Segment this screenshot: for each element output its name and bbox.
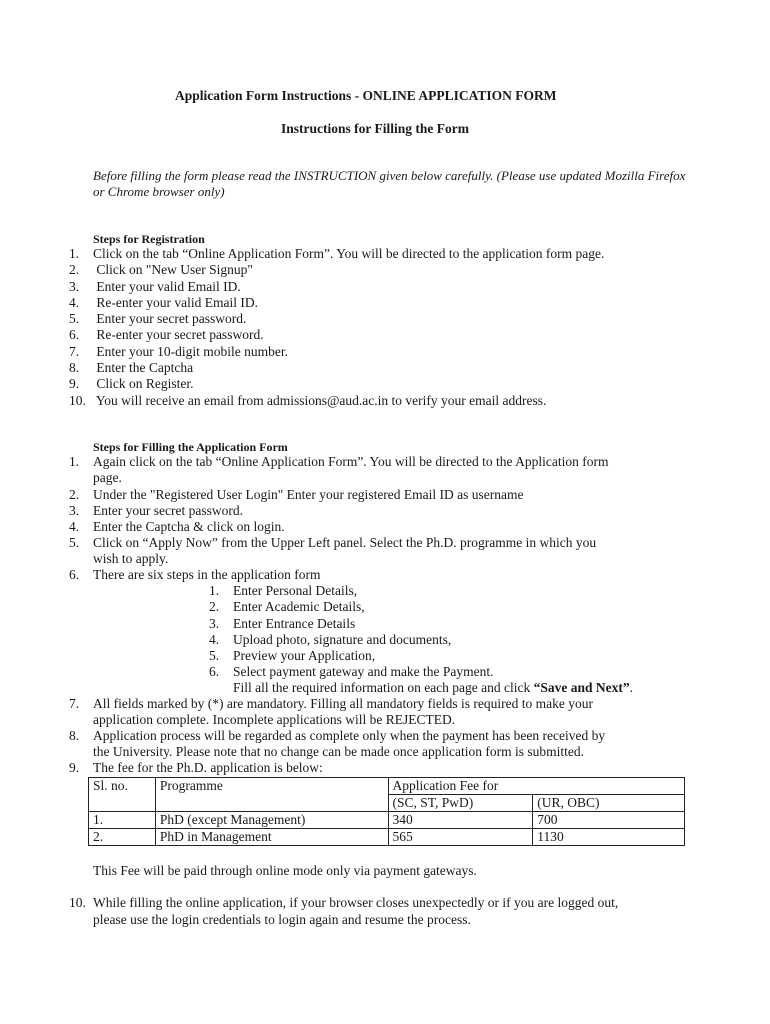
cell-slno: 2. <box>89 829 156 846</box>
list-number: 2. <box>69 262 80 278</box>
list-number: 8. <box>69 360 80 376</box>
filling-step-8: 8. Application process will be regarded as complete only when the payment has been received by <box>69 728 606 743</box>
list-text: Enter Entrance Details <box>233 615 356 631</box>
filling-step-7: 7. All fields marked by (*) are mandatory. Filling all mandatory fields is required to make your <box>69 696 593 711</box>
filling-step-5-cont: wish to apply. <box>93 551 169 566</box>
filling-step-8-cont: the University. Please note that no change can be made once application form is submitted. <box>93 744 584 759</box>
list-text: Enter your secret password. <box>93 311 247 327</box>
list-text: Enter Academic Details, <box>233 599 365 615</box>
registration-steps <box>69 246 604 409</box>
list-number: 4. <box>69 294 80 310</box>
filling-step-10-cont: please use the login credentials to login again and resume the process. <box>93 912 471 927</box>
list-number: 6. <box>69 327 80 343</box>
table-row <box>89 778 685 795</box>
filling-step-10: 10. While filling the online application, if your browser closes unexpectedly or if you are logged out, <box>69 895 619 910</box>
list-text: Click on "New User Signup" <box>93 262 253 278</box>
list-text: Re-enter your valid Email ID. <box>93 294 258 310</box>
cell-fee-2: 700 <box>533 812 685 829</box>
list-item <box>209 599 494 615</box>
header-programme: Programme <box>155 778 388 812</box>
filling-step-1: 1. Again click on the tab “Online Application Form”. You will be directed to the Application form <box>69 454 609 469</box>
list-item <box>69 279 604 295</box>
cell-fee-2: 1130 <box>533 829 685 846</box>
list-text: Click on Register. <box>93 376 194 392</box>
table-row <box>89 829 685 846</box>
list-text: Re-enter your secret password. <box>93 327 264 343</box>
fee-note: This Fee will be paid through online mode only via payment gateways. <box>93 863 477 878</box>
list-item <box>209 632 494 648</box>
list-item <box>69 246 604 262</box>
list-number: 4. <box>209 631 220 647</box>
cell-fee-1: 340 <box>388 812 533 829</box>
list-text: Enter the Captcha <box>93 360 194 376</box>
filling-step-6: 6. There are six steps in the application form <box>69 567 321 582</box>
filling-step-7-cont: application complete. Incomplete applications will be REJECTED. <box>93 712 456 727</box>
list-item <box>209 616 494 632</box>
fee-table <box>88 777 685 846</box>
intro-text: Before filling the form please read the INSTRUCTION given below carefully. (Please use updated Mozilla Firefox or Chrome browser only) <box>93 168 686 199</box>
list-number: 2. <box>209 599 220 615</box>
list-item <box>69 311 604 327</box>
list-text: Enter your 10-digit mobile number. <box>93 343 288 359</box>
table-row <box>89 812 685 829</box>
filling-step-1-cont: page. <box>93 470 122 485</box>
list-text: Upload photo, signature and documents, <box>233 631 452 647</box>
cell-programme: PhD in Management <box>155 829 388 846</box>
list-item <box>69 262 604 278</box>
cell-slno: 1. <box>89 812 156 829</box>
registration-heading: Steps for Registration <box>93 232 205 246</box>
list-number: 1. <box>69 246 80 261</box>
page-title: Application Form Instructions - ONLINE APPLICATION FORM <box>175 88 557 103</box>
list-number: 5. <box>209 648 220 664</box>
list-number: 1. <box>209 583 220 598</box>
filling-step-5: 5. Click on “Apply Now” from the Upper Left panel. Select the Ph.D. programme in which you <box>69 535 597 550</box>
list-item <box>69 376 604 392</box>
header-category-2: (UR, OBC) <box>533 795 685 812</box>
list-item <box>69 327 604 343</box>
application-substeps <box>209 583 494 681</box>
list-item <box>69 295 604 311</box>
list-number: 5. <box>69 311 80 327</box>
list-number: 9. <box>69 376 80 392</box>
list-item <box>209 583 494 599</box>
list-item <box>69 360 604 376</box>
page-subtitle: Instructions for Filling the Form <box>281 121 469 136</box>
cell-programme: PhD (except Management) <box>155 812 388 829</box>
list-number: 3. <box>69 278 80 294</box>
list-item <box>209 664 494 680</box>
list-text: You will receive an email from admissions@aud.ac.in to verify your email address. <box>93 392 547 408</box>
list-text: Select payment gateway and make the Payment. <box>233 664 494 680</box>
list-text: Enter your valid Email ID. <box>93 278 241 294</box>
header-slno: Sl. no. <box>89 778 156 812</box>
filling-step-3: 3. Enter your secret password. <box>69 503 243 518</box>
header-fee: Application Fee for <box>388 778 684 795</box>
list-item <box>69 393 604 409</box>
list-text: Click on the tab “Online Application Form”. You will be directed to the application form page. <box>93 246 605 261</box>
list-number: 10. <box>69 392 86 408</box>
filling-step-9: 9. The fee for the Ph.D. application is below: <box>69 760 323 775</box>
header-category-1: (SC, ST, PwD) <box>388 795 533 812</box>
cell-fee-1: 565 <box>388 829 533 846</box>
list-text: Enter Personal Details, <box>233 583 358 598</box>
list-item <box>209 648 494 664</box>
list-number: 6. <box>209 664 220 680</box>
list-number: 7. <box>69 343 80 359</box>
save-next-note: Fill all the required information on each page and click “Save and Next”. <box>233 680 634 695</box>
filling-step-2: 2. Under the "Registered User Login" Enter your registered Email ID as username <box>69 487 524 502</box>
list-number: 3. <box>209 615 220 631</box>
filling-heading: Steps for Filling the Application Form <box>93 440 288 454</box>
list-text: Preview your Application, <box>233 648 376 664</box>
list-item <box>69 344 604 360</box>
filling-step-4: 4. Enter the Captcha & click on login. <box>69 519 285 534</box>
